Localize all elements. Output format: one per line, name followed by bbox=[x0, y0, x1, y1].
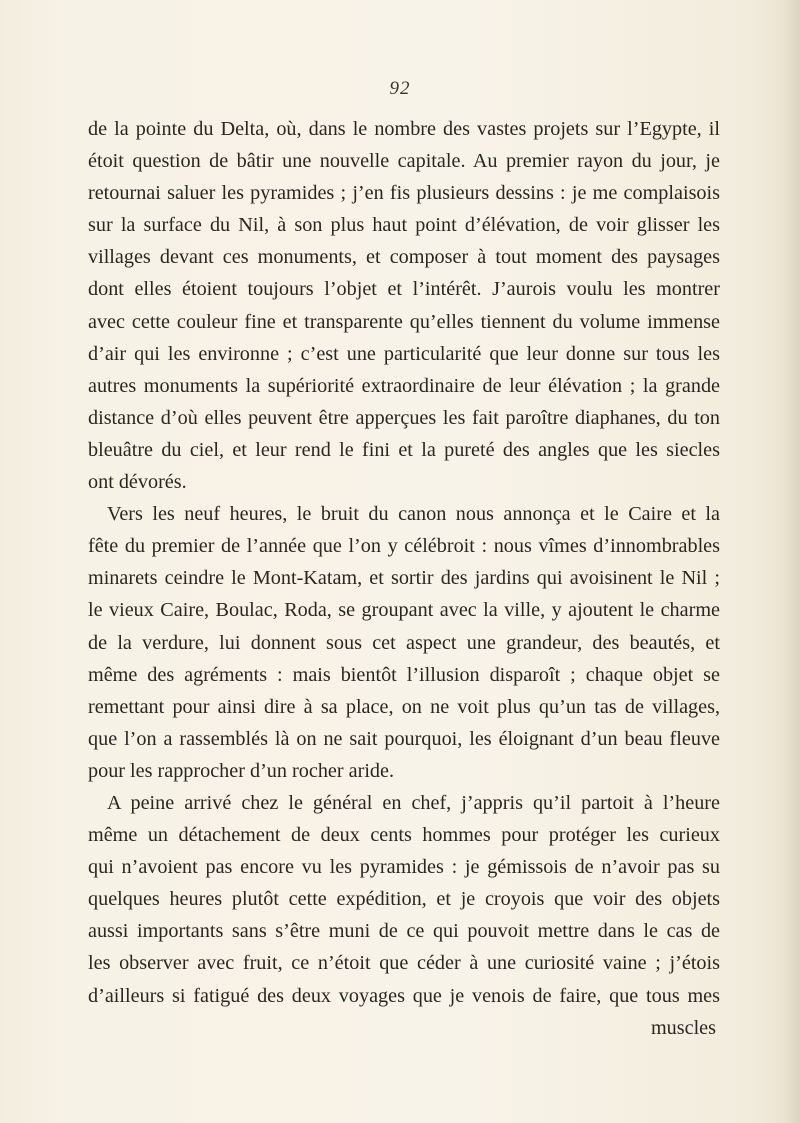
paragraph-start-line: Vers les neuf heures, le bruit du canon nous annonça et le Caire et la bbox=[107, 503, 720, 526]
text-line: fête du premier de l’année que l’on y célébroit : nous vîmes d’innombrables bbox=[88, 535, 720, 558]
text-line: le vieux Caire, Boulac, Roda, se groupant avec la ville, y ajoutent le charme bbox=[88, 599, 720, 622]
catchword: muscles bbox=[650, 1016, 716, 1039]
text-line: villages devant ces monuments, et composer à tout moment des paysages bbox=[88, 246, 720, 269]
text-line: sur la surface du Nil, à son plus haut point d’élévation, de voir glisser les bbox=[88, 214, 720, 237]
text-line: même un détachement de deux cents hommes pour protéger les curieux bbox=[88, 824, 720, 847]
text-line: minarets ceindre le Mont-Katam, et sortir des jardins qui avoisinent le Nil ; bbox=[88, 567, 720, 590]
text-line: que l’on a rassemblés là on ne sait pourquoi, les éloignant d’un beau fleuve bbox=[88, 727, 720, 750]
text-line: les observer avec fruit, ce n’étoit que céder à une curiosité vaine ; j’étois bbox=[88, 952, 720, 975]
text-line: distance d’où elles peuvent être apperçues les fait paroître diaphanes, du ton bbox=[88, 406, 720, 429]
text-line: remettant pour ainsi dire à sa place, on ne voit plus qu’un tas de villages, bbox=[88, 695, 720, 718]
text-line: d’ailleurs si fatigué des deux voyages que je venois de faire, que tous mes bbox=[88, 984, 720, 1007]
body-text bbox=[88, 113, 720, 1044]
text-line: aussi importants sans s’être muni de ce qui pouvoit mettre dans le cas de bbox=[88, 920, 720, 943]
text-line: de la verdure, lui donnent sous cet aspect une grandeur, des beautés, et bbox=[88, 631, 720, 654]
page-edge-shadow bbox=[782, 0, 800, 1123]
text-line: étoit question de bâtir une nouvelle capitale. Au premier rayon du jour, je bbox=[88, 150, 720, 173]
paragraph-end-line: ont dévorés. bbox=[88, 471, 187, 494]
paragraph-end-line: pour les rapprocher d’un rocher aride. bbox=[88, 759, 395, 782]
text-line: de la pointe du Delta, où, dans le nombre des vastes projets sur l’Egypte, il bbox=[88, 118, 720, 140]
text-line: dont elles étoient toujours l’objet et l’intérêt. J’aurois voulu les montrer bbox=[88, 278, 720, 301]
text-line: bleuâtre du ciel, et leur rend le fini et la pureté des angles que les siecles bbox=[88, 438, 720, 461]
paragraph-start-line: A peine arrivé chez le général en chef, j’appris qu’il partoit à l’heure bbox=[107, 791, 720, 814]
text-line: avec cette couleur fine et transparente qu’elles tiennent du volume immense bbox=[88, 310, 720, 333]
text-line: même des agréments : mais bientôt l’illusion disparoît ; chaque objet se bbox=[88, 663, 720, 686]
text-line: quelques heures plutôt cette expédition, et je croyois que voir des objets bbox=[88, 888, 720, 911]
page-number: 92 bbox=[389, 78, 411, 99]
text-line: qui n’avoient pas encore vu les pyramides : je gémissois de n’avoir pas su bbox=[88, 856, 720, 879]
text-line: retournai saluer les pyramides ; j’en fis plusieurs dessins : je me complaisois bbox=[88, 182, 720, 205]
text-line: d’air qui les environne ; c’est une particularité que leur donne sur tous les bbox=[88, 342, 720, 365]
text-line: autres monuments la supériorité extraordinaire de leur élévation ; la grande bbox=[88, 374, 720, 397]
